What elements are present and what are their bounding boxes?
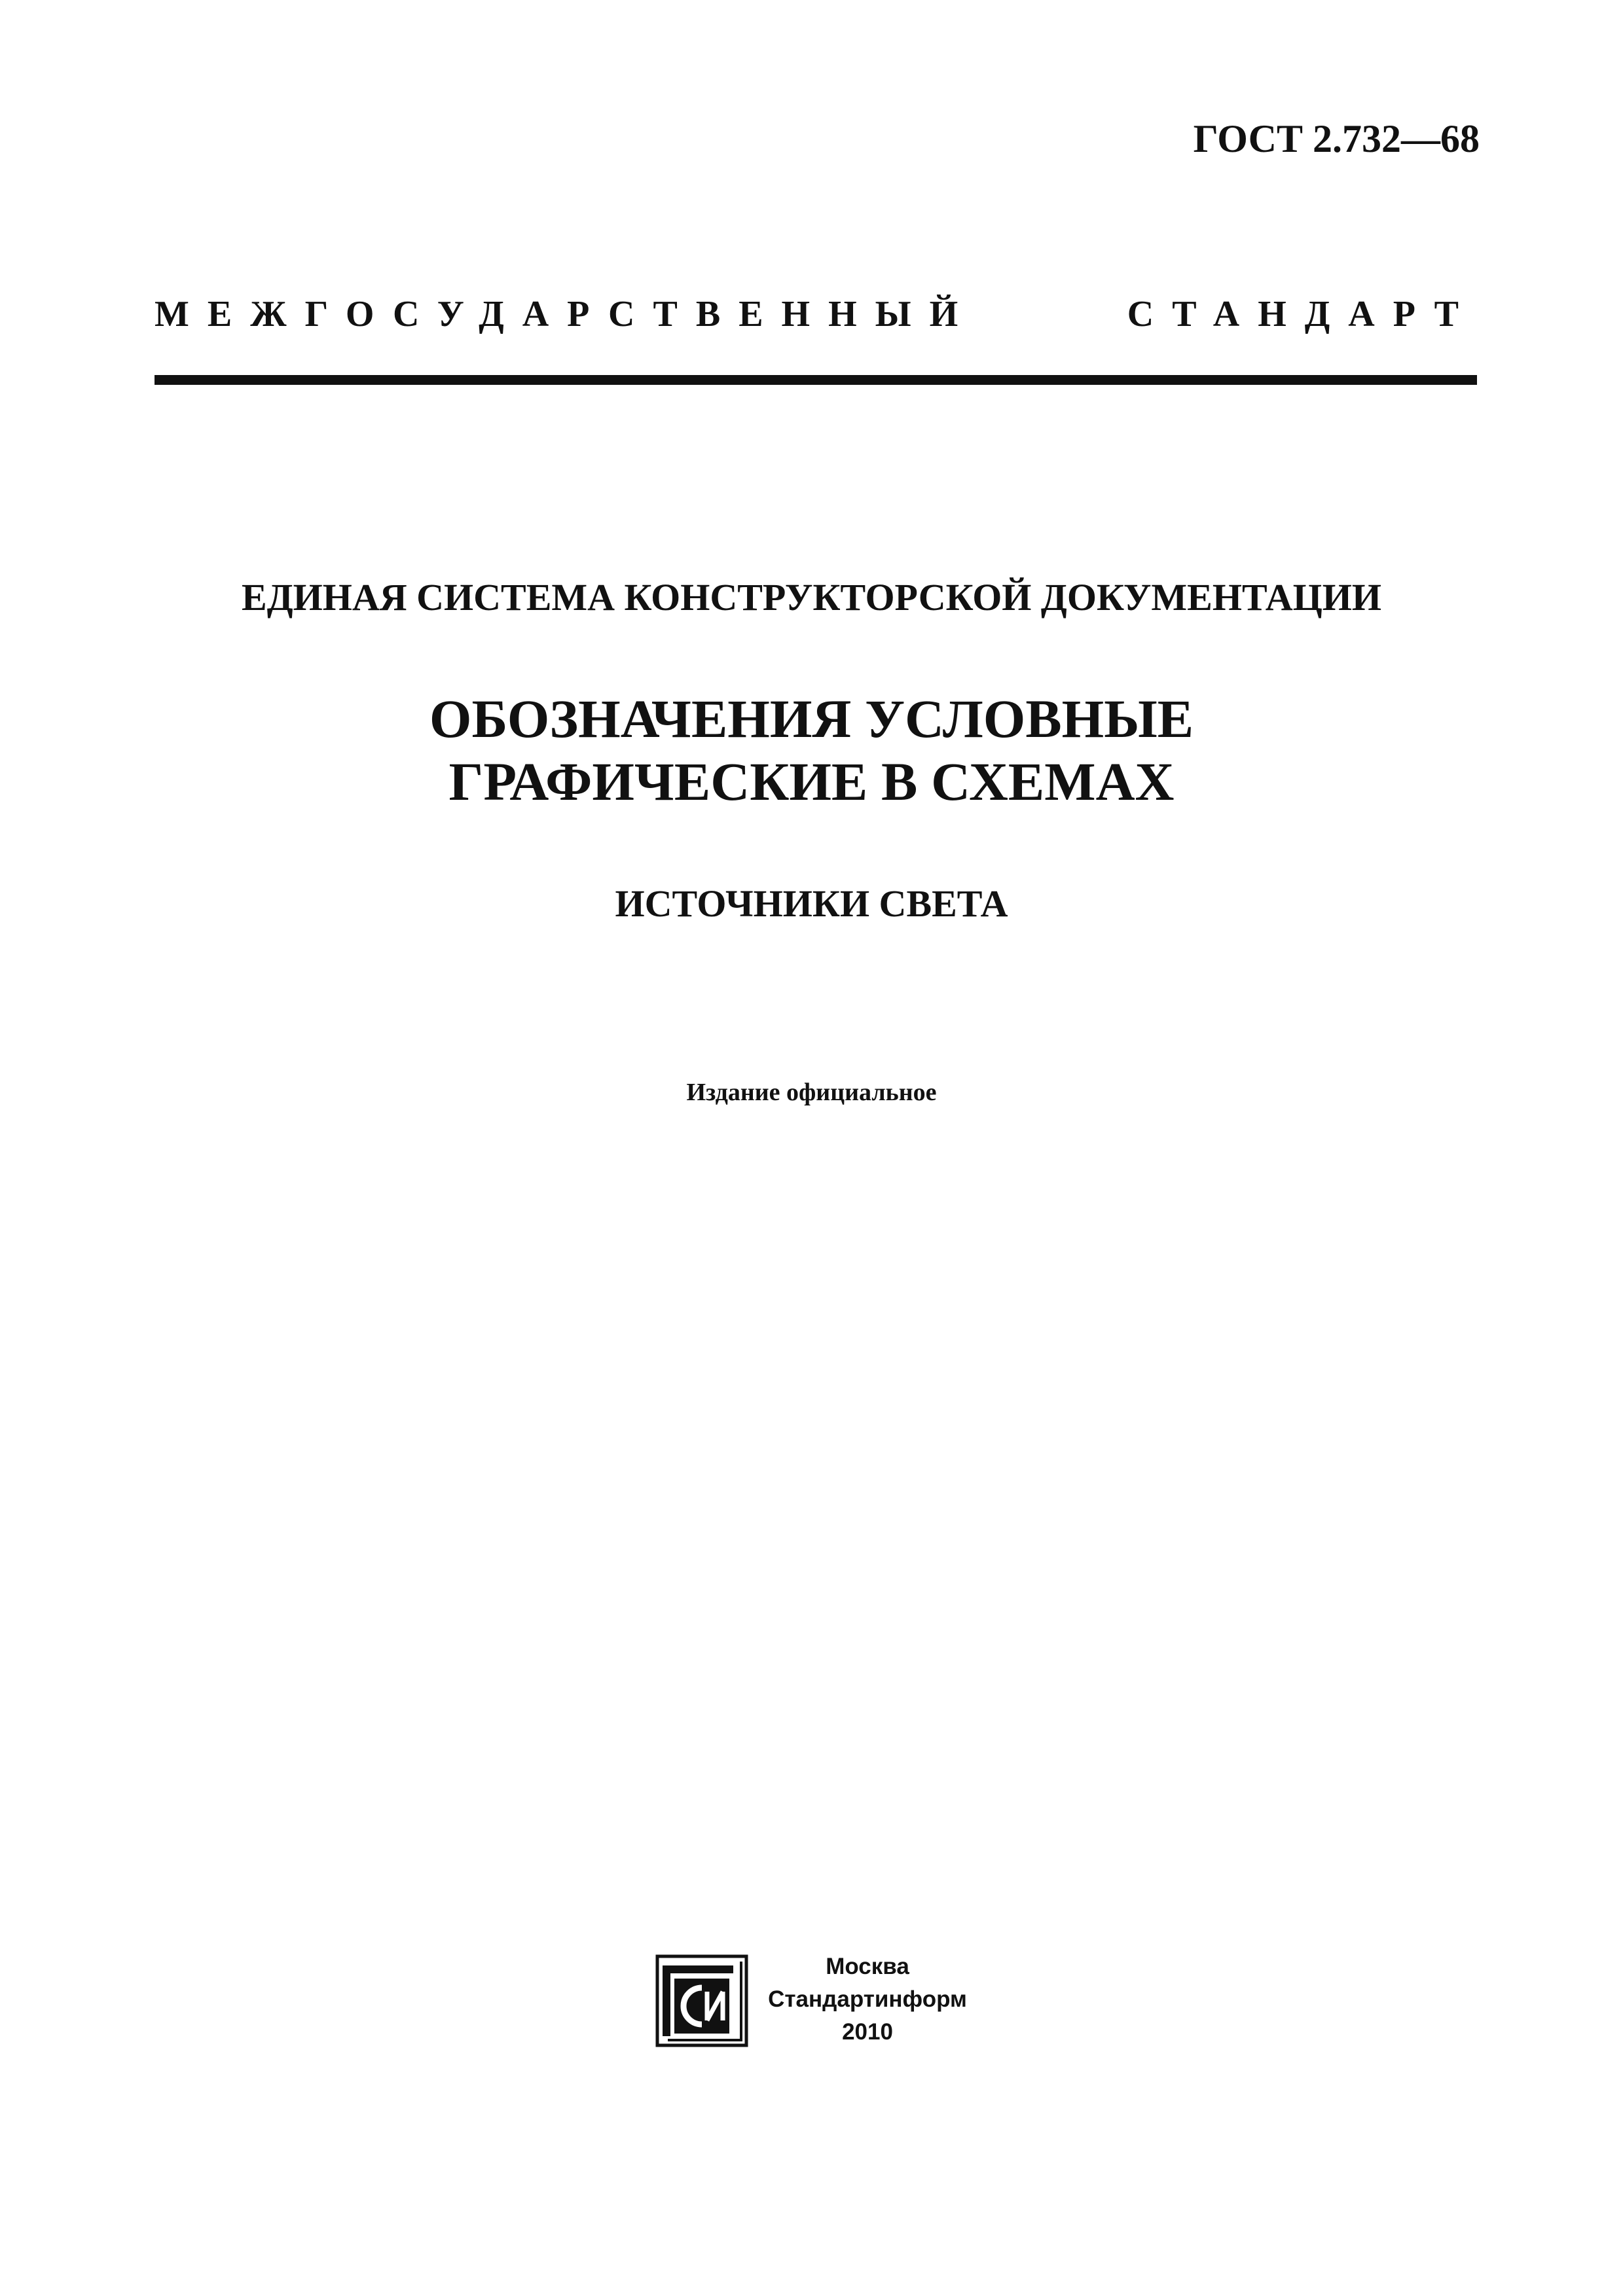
standard-type-heading: МЕЖГОСУДАРСТВЕННЫЙ СТАНДАРТ — [155, 294, 1477, 334]
publication-year: 2010 — [842, 2019, 893, 2045]
header-rule — [155, 375, 1477, 385]
publisher-city: Москва — [826, 1954, 909, 1979]
system-title: ЕДИНАЯ СИСТЕМА КОНСТРУКТОРСКОЙ ДОКУМЕНТАЦИИ — [242, 576, 1381, 619]
standard-designation: ГОСТ 2.732—68 — [1193, 117, 1480, 160]
standartinform-logo-icon — [655, 1954, 749, 2048]
document-title-line-1: ОБОЗНАЧЕНИЯ УСЛОВНЫЕ — [429, 689, 1194, 749]
publisher-name: Стандартинформ — [768, 1986, 967, 2012]
publisher-block — [655, 1950, 1008, 2055]
document-subtitle: ИСТОЧНИКИ СВЕТА — [615, 882, 1008, 925]
edition-note: Издание официальное — [686, 1079, 937, 1106]
document-title — [0, 687, 1623, 813]
document-title-line-2: ГРАФИЧЕСКИЕ В СХЕМАХ — [448, 751, 1175, 812]
publisher-text — [753, 1950, 982, 2049]
